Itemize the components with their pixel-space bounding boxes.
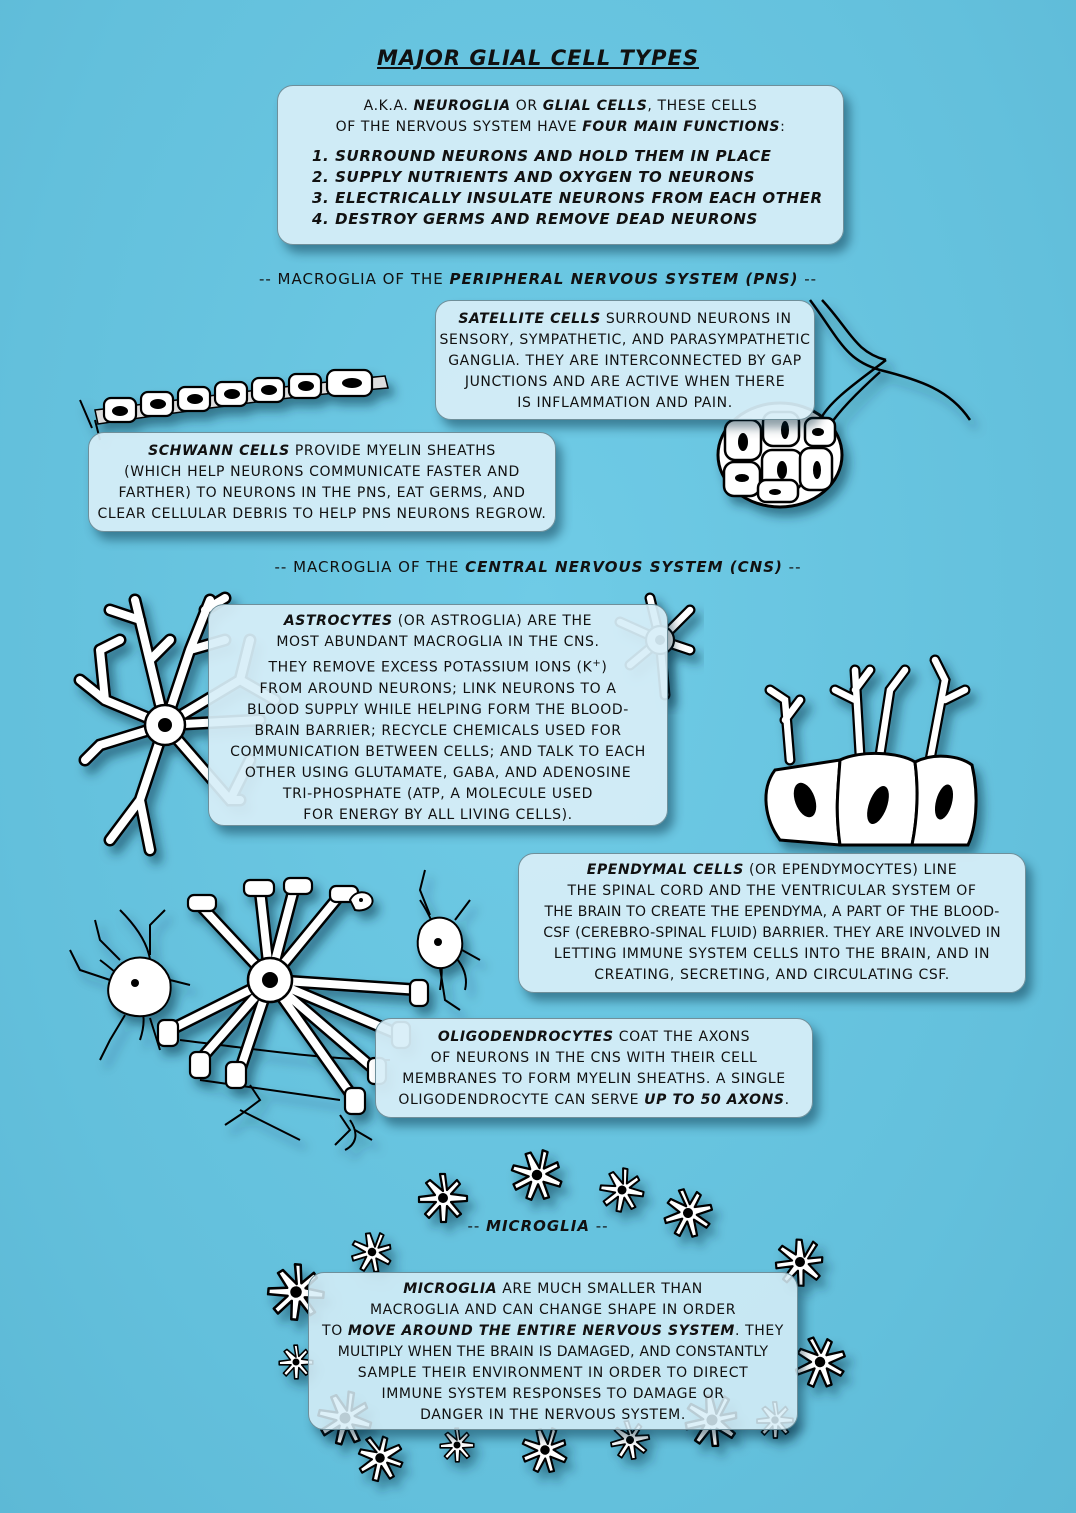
text-line: TRI-PHOSPHATE (ATP, A MOLECULE USED: [282, 785, 594, 802]
text-line: CREATING, SECRETING, AND CIRCULATING CSF.: [594, 967, 950, 983]
text-line: MACROGLIA AND CAN CHANGE SHAPE IN ORDER: [369, 1302, 737, 1318]
intro-text: OR: [510, 98, 543, 114]
text-line: JUNCTIONS AND ARE ACTIVE WHEN THERE: [464, 374, 786, 390]
header-text: -- MACROGLIA OF THE: [274, 558, 466, 576]
header-bold: CENTRAL NERVOUS SYSTEM (CNS): [465, 558, 783, 576]
text-line: [309, 1279, 797, 1300]
text: OLIGODENDROCYTE CAN SERVE: [398, 1092, 645, 1108]
text-line: [376, 1090, 812, 1111]
text-line: GANGLIA. THEY ARE INTERCONNECTED BY GAP: [448, 353, 802, 369]
term-astrocytes: ASTROCYTES: [283, 613, 393, 629]
text-line: [89, 441, 555, 462]
text: ): [601, 659, 608, 676]
term-ependymal-cells: EPENDYMAL CELLS: [586, 862, 744, 878]
term-move-around: MOVE AROUND THE ENTIRE NERVOUS SYSTEM: [347, 1323, 735, 1339]
text-line: OF NEURONS IN THE CNS WITH THEIR CELL: [430, 1050, 758, 1066]
header-text: --: [782, 558, 802, 576]
text-line: FROM AROUND NEURONS; LINK NEURONS TO A: [259, 680, 617, 697]
text-line: OTHER USING GLUTAMATE, GABA, AND ADENOSINE: [244, 764, 632, 781]
text: .: [784, 1092, 790, 1108]
intro-text: , THESE CELLS: [647, 98, 758, 114]
intro-box: [277, 85, 844, 245]
function-item: 2. SUPPLY NUTRIENTS AND OXYGEN TO NEURONS: [312, 168, 756, 186]
functions-list: [278, 146, 843, 230]
header-text: --: [798, 270, 818, 288]
term-glial-cells: GLIAL CELLS: [542, 98, 648, 114]
text-line: [376, 1027, 812, 1048]
text-line: [209, 653, 667, 679]
oligodendrocytes-box: [375, 1018, 813, 1118]
header-bold: MICROGLIA: [486, 1217, 590, 1235]
text-line: [519, 860, 1025, 881]
text-line: THE BRAIN TO CREATE THE EPENDYMA, A PART OF THE BLOOD-: [544, 904, 1000, 920]
function-item: 1. SURROUND NEURONS AND HOLD THEM IN PLACE: [312, 147, 772, 165]
text-line: IMMUNE SYSTEM RESPONSES TO DAMAGE OR: [381, 1386, 725, 1402]
intro-text: :: [780, 119, 786, 135]
text-line: [309, 1321, 797, 1342]
term-up-to-50-axons: UP TO 50 AXONS: [644, 1092, 785, 1108]
text-line: (WHICH HELP NEURONS COMMUNICATE FASTER AND: [124, 464, 520, 480]
text: . THEY: [734, 1323, 784, 1339]
text: SURROUND NEURONS IN: [600, 311, 792, 327]
header-text: -- MACROGLIA OF THE: [258, 270, 450, 288]
intro-line-1: [278, 96, 843, 117]
header-text: --: [467, 1217, 487, 1235]
text-line: SAMPLE THEIR ENVIRONMENT IN ORDER TO DIRECT: [357, 1365, 749, 1381]
text-line: IS INFLAMMATION AND PAIN.: [517, 395, 733, 411]
header-bold: PERIPHERAL NERVOUS SYSTEM (PNS): [449, 270, 799, 288]
schwann-cells-box: [88, 432, 556, 532]
text-line: FARTHER) TO NEURONS IN THE PNS, EAT GERMS, AND: [118, 485, 526, 501]
text: TO: [322, 1323, 348, 1339]
text-line: LETTING IMMUNE SYSTEM CELLS INTO THE BRAIN, AND IN: [553, 946, 991, 962]
term-four-main-functions: FOUR MAIN FUNCTIONS: [582, 119, 781, 135]
text-line: CLEAR CELLULAR DEBRIS TO HELP PNS NEURONS REGROW.: [97, 506, 547, 522]
page-title: MAJOR GLIAL CELL TYPES: [377, 46, 699, 70]
term-oligodendrocytes: OLIGODENDROCYTES: [437, 1029, 614, 1045]
microglia-box: [308, 1272, 798, 1430]
text-line: SENSORY, SYMPATHETIC, AND PARASYMPATHETIC: [439, 332, 811, 348]
text-line: [436, 309, 814, 330]
intro-text: A.K.A.: [363, 98, 414, 114]
function-item: 4. DESTROY GERMS AND REMOVE DEAD NEURONS: [312, 210, 758, 228]
text: COAT THE AXONS: [613, 1029, 751, 1045]
text-line: BLOOD SUPPLY WHILE HELPING FORM THE BLOOD-: [247, 701, 629, 718]
text-line: DANGER IN THE NERVOUS SYSTEM.: [420, 1407, 686, 1423]
text-line: CSF (CEREBRO-SPINAL FLUID) BARRIER. THEY ARE INVOLVED IN: [543, 925, 1001, 941]
text: PROVIDE MYELIN SHEATHS: [289, 443, 496, 459]
text-line: MEMBRANES TO FORM MYELIN SHEATHS. A SINGLE: [402, 1071, 786, 1087]
term-schwann-cells: SCHWANN CELLS: [148, 443, 290, 459]
text-line: MOST ABUNDANT MACROGLIA IN THE CNS.: [276, 634, 600, 650]
cns-section-header: [0, 558, 1076, 576]
superscript: +: [592, 658, 602, 669]
text-line: THE SPINAL CORD AND THE VENTRICULAR SYSTEM OF: [567, 883, 977, 899]
ependymal-cells-box: [518, 853, 1026, 993]
astrocytes-box: [208, 604, 668, 826]
text-line: COMMUNICATION BETWEEN CELLS; AND TALK TO EACH: [230, 743, 646, 760]
pns-section-header: [0, 270, 1076, 288]
text: (OR EPENDYMOCYTES) LINE: [743, 862, 958, 878]
intro-line-2: [278, 117, 843, 138]
microglia-section-header: [0, 1217, 1076, 1235]
term-satellite-cells: SATELLITE CELLS: [458, 311, 601, 327]
intro-text: OF THE NERVOUS SYSTEM HAVE: [335, 119, 583, 135]
text-line: [209, 611, 667, 632]
function-item: 3. ELECTRICALLY INSULATE NEURONS FROM EACH OTHER: [312, 189, 823, 207]
term-microglia: MICROGLIA: [403, 1281, 498, 1297]
text-line: FOR ENERGY BY ALL LIVING CELLS).: [303, 806, 573, 823]
text-line: BRAIN BARRIER; RECYCLE CHEMICALS USED FOR: [254, 722, 622, 739]
satellite-cells-box: [435, 300, 815, 420]
header-text: --: [589, 1217, 609, 1235]
schwann-cells-illustration: [80, 370, 388, 440]
text: (OR ASTROGLIA) ARE THE: [392, 613, 593, 629]
term-neuroglia: NEUROGLIA: [413, 98, 511, 114]
ependymal-cells-illustration: [766, 660, 976, 845]
text: THEY REMOVE EXCESS POTASSIUM IONS (K: [268, 659, 593, 676]
text-line: MULTIPLY WHEN THE BRAIN IS DAMAGED, AND CONSTANTLY: [337, 1344, 769, 1360]
text: ARE MUCH SMALLER THAN: [497, 1281, 703, 1297]
